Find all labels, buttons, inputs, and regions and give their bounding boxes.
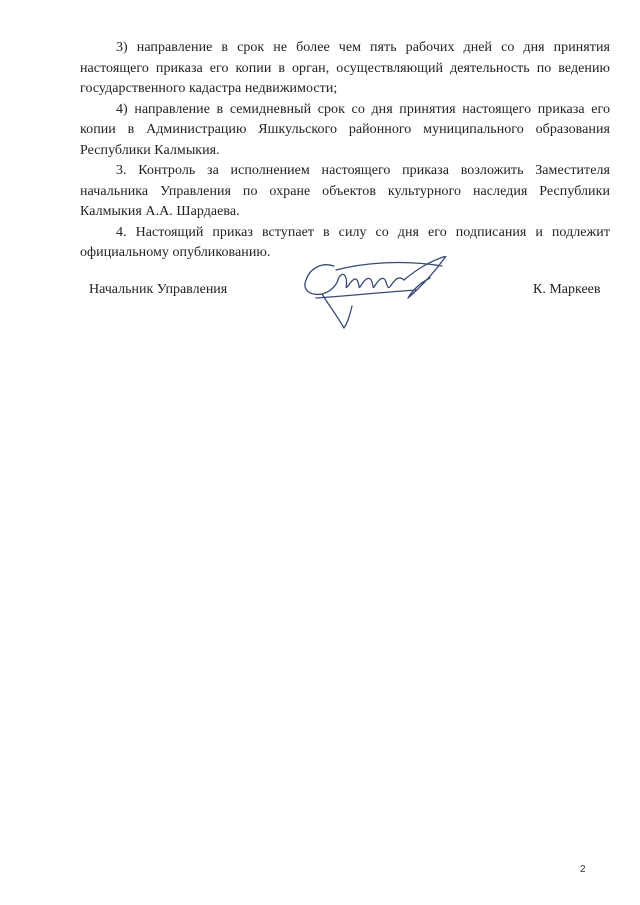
signatory-title: Начальник Управления [89,282,228,297]
handwritten-signature [296,256,486,346]
signature-block [0,274,640,354]
paragraph-effect-clause: 4. Настоящий приказ вступает в силу со дня его подписания и подлежит официальному опубликованию. [80,224,610,260]
signatory-name: К. Маркеев [533,282,601,297]
document-body [80,38,610,264]
page-number: 2 [580,864,586,875]
paragraph-control-clause: 3. Контроль за исполнением настоящего приказа возложить Заместителя начальника Управления по охране объектов культурного наследия Республики Калмыкия А.А. Шардаева. [80,163,610,219]
paragraph-item-3-subclause: 3) направление в срок не более чем пять рабочих дней со дня принятия настоящего приказа его копии в орган, осуществляющий деятельность по ведению государственного кадастра недвижимости; [80,40,610,96]
paragraph-item-4-subclause: 4) направление в семидневный срок со дня принятия настоящего приказа его копии в Администрацию Яшкульского районного муниципального образования Республики Калмыкия. [80,101,610,158]
